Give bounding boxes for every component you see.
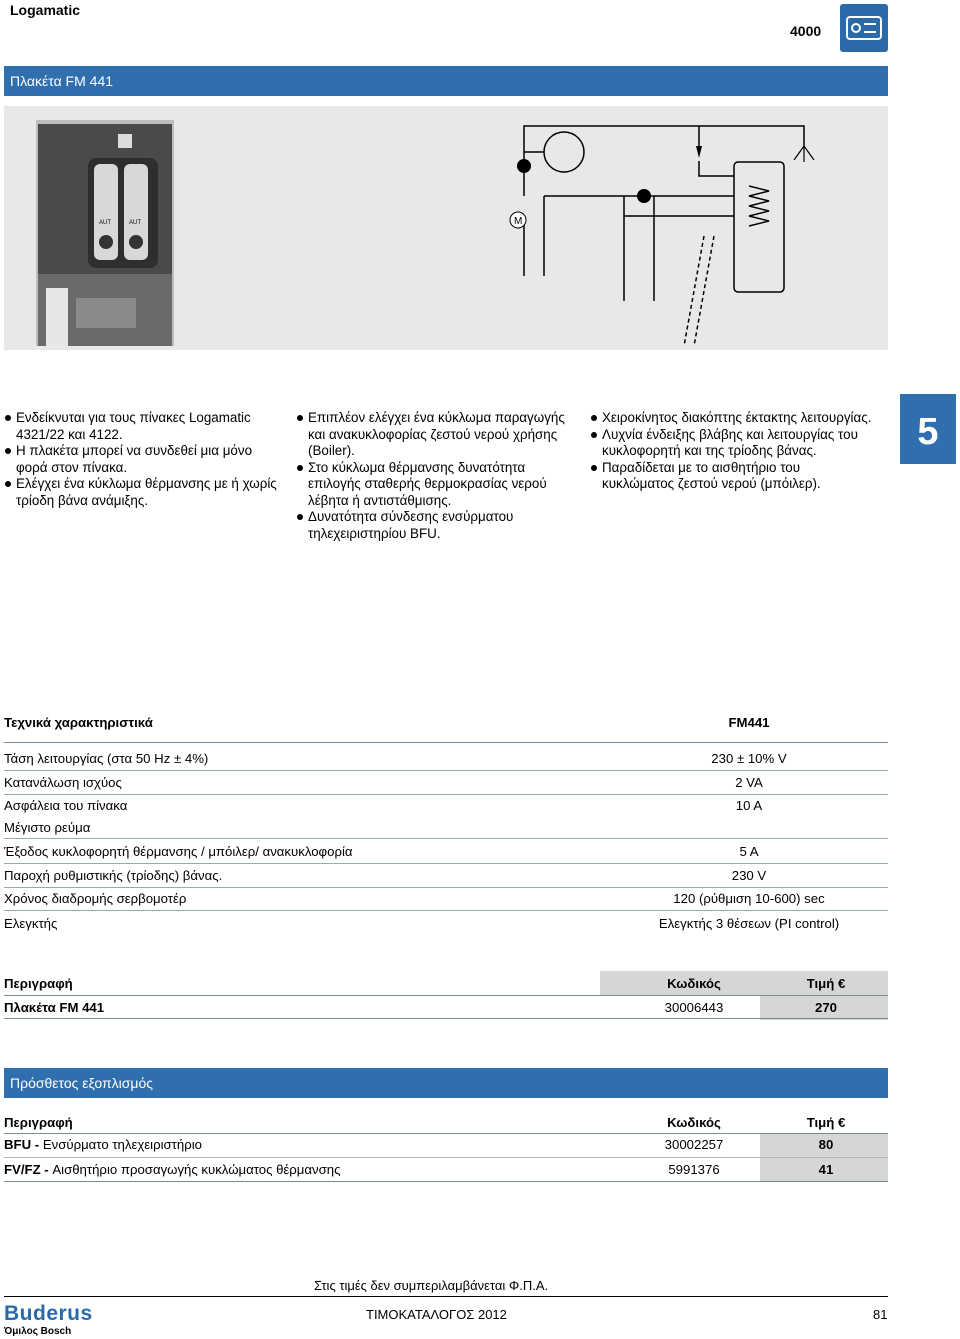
feature-bullet: Παραδίδεται με το αισθητήριο του κυκλώματος ζεστού νερού (μπόιλερ). bbox=[590, 460, 874, 493]
feature-bullet: Λυχνία ένδειξης βλάβης και λειτουργίας του κυκλοφορητή και της τρίοδης βάνας. bbox=[590, 427, 874, 460]
accessories-bar bbox=[4, 1068, 888, 1098]
col-desc: Περιγραφή bbox=[4, 1115, 73, 1130]
col-code: Κωδικός bbox=[667, 1115, 721, 1130]
acc-code-prefix: FV/FZ - bbox=[4, 1162, 49, 1177]
acc-divider bbox=[4, 1133, 888, 1134]
row-divider bbox=[4, 770, 888, 771]
feature-bullet: Στο κύκλωμα θέρμανσης δυνατότητα επιλογής σταθερής θερμοκρασίας νερού λέβητα ή αντιστάθμισης. bbox=[296, 460, 578, 510]
product-name: Πλακέτα FM 441 bbox=[4, 1000, 105, 1015]
acc-code: 5991376 bbox=[668, 1162, 720, 1177]
page-number: 81 bbox=[873, 1307, 888, 1322]
footer-divider bbox=[4, 1296, 888, 1297]
col-desc: Περιγραφή bbox=[4, 976, 73, 991]
price-divider bbox=[4, 995, 888, 996]
tech-divider bbox=[4, 742, 888, 743]
row-divider bbox=[4, 863, 888, 864]
spec-value: 230 V bbox=[731, 868, 767, 883]
acc-divider-bottom bbox=[4, 1181, 888, 1182]
acc-desc: Ενσύρματο τηλεχειριστήριο bbox=[42, 1137, 202, 1152]
row-divider bbox=[4, 887, 888, 888]
module-photo bbox=[36, 120, 186, 346]
spec-label: Ελεγκτής bbox=[4, 916, 58, 931]
feature-bullet: Επιπλέον ελέγχει ένα κύκλωμα παραγωγής και ανακυκλοφορίας ζεστού νερού χρήσης (Boiler). bbox=[296, 410, 578, 460]
features-column-1 bbox=[4, 410, 284, 509]
row-divider bbox=[4, 838, 888, 839]
pump-icon-2 bbox=[637, 189, 651, 203]
col-price: Τιμή € bbox=[806, 1115, 846, 1130]
motor-label: M bbox=[514, 216, 523, 227]
spec-label: Έξοδος κυκλοφορητή θέρμανσης / μπόιλερ/ ανακυκλοφορία bbox=[4, 844, 353, 859]
product-image-panel bbox=[4, 106, 888, 350]
spec-value: 2 VA bbox=[735, 775, 763, 790]
acc-price: 80 bbox=[818, 1137, 834, 1152]
tech-model: FM441 bbox=[728, 715, 770, 730]
row-divider bbox=[4, 910, 888, 911]
feature-bullet: Ελέγχει ένα κύκλωμα θέρμανσης με ή χωρίς τρίοδη βάνα ανάμιξης. bbox=[4, 476, 284, 509]
features-column-3 bbox=[590, 410, 874, 493]
buderus-logo: Buderus bbox=[4, 1302, 93, 1325]
valve-icon bbox=[696, 146, 702, 158]
module-label-aut-2: AUT bbox=[129, 220, 141, 226]
row-divider bbox=[4, 1157, 888, 1158]
feature-bullet: Ενδείκνυται για τους πίνακες Logamatic 4321/22 και 4122. bbox=[4, 410, 284, 443]
spec-label: Κατανάλωση ισχύος bbox=[4, 775, 122, 790]
spec-label: Χρόνος διαδρομής σερβομοτέρ bbox=[4, 891, 187, 906]
pump-icon bbox=[517, 159, 531, 173]
spec-label: Παροχή ρυθμιστικής (τρίοδης) βάνας. bbox=[4, 868, 223, 883]
spec-label: Ασφάλεια του πίνακα bbox=[4, 798, 128, 813]
catalog-title: ΤΙΜΟΚΑΤΑΛΟΓΟΣ 2012 bbox=[366, 1307, 507, 1322]
vat-note: Στις τιμές δεν συμπεριλαμβάνεται Φ.Π.Α. bbox=[314, 1278, 549, 1293]
spec-label: Μέγιστο ρεύμα bbox=[4, 820, 91, 835]
spec-value: 10 A bbox=[735, 798, 763, 813]
accessories-title: Πρόσθετος εξοπλισμός bbox=[10, 1075, 154, 1091]
brand-title: Logamatic bbox=[10, 2, 81, 18]
tech-heading: Τεχνικά χαρακτηριστικά bbox=[4, 715, 153, 730]
acc-code-prefix: BFU - bbox=[4, 1137, 40, 1152]
spec-value: 120 (ρύθμιση 10-600) sec bbox=[673, 891, 825, 906]
module-label-aut-1: AUT bbox=[99, 220, 111, 226]
feature-bullet: Δυνατότητα σύνδεσης ενσύρματου τηλεχειριστηρίου BFU. bbox=[296, 509, 578, 542]
row-divider bbox=[4, 794, 888, 795]
col-code: Κωδικός bbox=[667, 976, 721, 991]
price-divider-bottom bbox=[4, 1018, 888, 1019]
section-title: Πλακέτα FM 441 bbox=[10, 73, 114, 89]
product-price: 270 bbox=[814, 1000, 837, 1015]
acc-price: 41 bbox=[818, 1162, 834, 1177]
acc-code: 30002257 bbox=[664, 1137, 724, 1152]
features-column-2 bbox=[296, 410, 578, 542]
spec-value: Ελεγκτής 3 θέσεων (PI control) bbox=[658, 916, 840, 931]
feature-bullet: Η πλακέτα μπορεί να συνδεθεί μια μόνο φορά στον πίνακα. bbox=[4, 443, 284, 476]
spec-value: 230 ± 10% V bbox=[711, 751, 787, 766]
feature-bullet: Χειροκίνητος διακόπτης έκτακτης λειτουργίας. bbox=[590, 410, 874, 427]
product-code: 30006443 bbox=[664, 1000, 724, 1015]
col-price: Τιμή € bbox=[806, 976, 846, 991]
section-title-bar bbox=[4, 66, 888, 96]
page-code: 4000 bbox=[790, 23, 822, 39]
chapter-tab: 5 bbox=[900, 394, 956, 464]
spec-label: Τάση λειτουργίας (στα 50 Hz ± 4%) bbox=[4, 751, 209, 766]
shower-icon bbox=[794, 146, 814, 162]
bosch-group: Όμιλος Bosch bbox=[4, 1326, 72, 1337]
hydraulic-schematic bbox=[504, 116, 824, 346]
spec-value: 5 A bbox=[739, 844, 759, 859]
boiler-icon bbox=[840, 4, 888, 52]
acc-desc: Αισθητήριο προσαγωγής κυκλώματος θέρμανσης bbox=[52, 1162, 341, 1177]
